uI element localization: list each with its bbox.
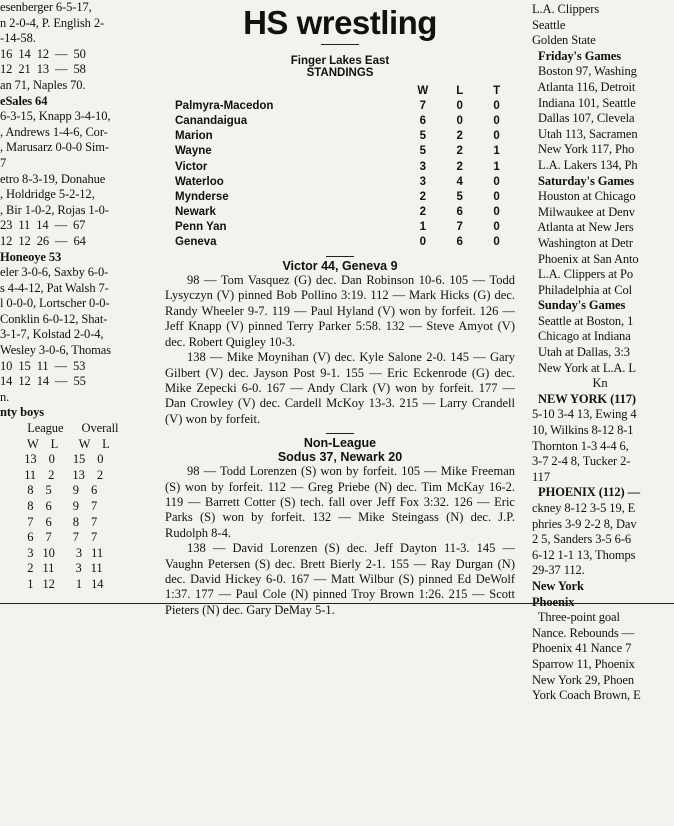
game2-category: Non-League [303, 436, 377, 451]
right-column-line: Phoenix [532, 594, 575, 609]
right-column-line: 117 [532, 469, 550, 484]
right-column-line: New York 117, Pho [532, 142, 635, 157]
stat-l: 7 [456, 221, 463, 234]
stat-w: 1 [419, 221, 426, 234]
left-column-line: , Bir 1-0-2, Rojas 1-0- [0, 202, 109, 217]
stat-w: 2 [419, 190, 426, 203]
col-header-w: W [417, 84, 429, 97]
left-column-line: 13 0 15 0 [0, 452, 104, 467]
left-column-line: Conklin 6-0-12, Shat- [0, 311, 108, 326]
right-column-line: Thornton 1-3 4-4 6, [532, 438, 629, 453]
stat-w: 7 [419, 99, 426, 112]
left-column-line: n. [0, 389, 10, 404]
left-column-line: W L W L [0, 436, 110, 451]
stat-w: 6 [419, 114, 426, 127]
team-name: Waterloo [175, 175, 224, 188]
right-column-line: New York at L.A. L [532, 360, 636, 375]
team-name: Marion [175, 130, 213, 143]
standings-heading: STANDINGS [306, 67, 374, 79]
right-column-line: 29-37 112. [532, 563, 585, 578]
right-column-line: L.A. Clippers at Po [532, 267, 634, 282]
stat-l: 5 [456, 190, 463, 203]
stat-l: 6 [456, 206, 463, 219]
left-column-line: Honeoye 53 [0, 249, 62, 264]
team-name: Mynderse [175, 190, 229, 203]
left-column-line: esenberger 6-5-17, [0, 0, 92, 14]
right-column-line: Kn [532, 376, 608, 391]
standings-row [175, 235, 515, 250]
stat-w: 3 [419, 175, 426, 188]
stat-l: 2 [456, 160, 463, 173]
left-column-line: 6-3-15, Knapp 3-4-10, [0, 109, 111, 124]
left-column-line: an 71, Naples 70. [0, 77, 86, 92]
stat-t: 0 [493, 206, 500, 219]
left-column-line: 12 12 26 — 64 [0, 233, 86, 248]
right-column-line: Phoenix at San Anto [532, 251, 639, 266]
game1-heading: Victor 44, Geneva 9 [282, 259, 398, 274]
right-column-line: L.A. Clippers [532, 2, 600, 16]
left-column-line: etro 8-3-19, Donahue [0, 171, 106, 186]
right-column-line: 2 5, Sanders 3-5 6-6 [532, 532, 632, 547]
right-column-line: 5-10 3-4 13, Ewing 4 [532, 407, 637, 422]
left-column-line: Wesley 3-0-6, Thomas [0, 343, 111, 358]
standings-heading-league: Finger Lakes East [290, 55, 390, 67]
right-column-line: Sunday's Games [532, 298, 626, 313]
stat-t: 0 [493, 190, 500, 203]
right-column-line: 3-7 2-4 8, Tucker 2- [532, 454, 631, 469]
left-column-line: n 2-0-4, P. English 2- [0, 15, 105, 30]
left-column-line: 16 14 12 — 50 [0, 46, 86, 61]
team-name: Victor [175, 160, 208, 173]
team-name: Palmyra-Macedon [175, 99, 274, 112]
standings-row [175, 144, 515, 159]
right-column-line: Washington at Detr [532, 235, 633, 250]
game1-paragraph-1: 98 — Tom Vasquez (G) dec. Dan Robinson 10-6. 105 — Todd Lysyczyn (V) pinned Bob Pollino 3:19. 112 — Mark Hicks (G) dec. Randy Wheeler 9-7. 119 — Paul Hyland (V) won by forfeit. 126 — Jeff Knapp (V) pinned Terry Parker 5:58. 132 — Steve Amyot (V) dec. Robert Quigley 10-3. [165, 273, 515, 349]
right-column-line: Seattle [532, 17, 566, 32]
standings-row [175, 174, 515, 189]
standings-row [175, 220, 515, 235]
stat-w: 3 [419, 160, 426, 173]
standings-row [175, 129, 515, 144]
stat-t: 0 [493, 130, 500, 143]
left-column-line: , Andrews 1-4-6, Cor- [0, 124, 108, 139]
right-column-line: Atlanta at New Jers [532, 220, 634, 235]
stat-l: 2 [456, 130, 463, 143]
stat-l: 0 [456, 99, 463, 112]
left-column-line: 2 11 3 11 [0, 561, 103, 576]
right-column-line: Indiana 101, Seattle [532, 95, 636, 110]
right-column-line: Utah 113, Sacramen [532, 126, 638, 141]
team-name: Canandaigua [175, 114, 248, 127]
right-column-line: 6-12 1-1 13, Thomps [532, 547, 636, 562]
left-column-line: League Overall [0, 421, 119, 436]
wrestling-column [165, 0, 515, 618]
standings-row [175, 159, 515, 174]
right-column-line: Milwaukee at Denv [532, 204, 635, 219]
right-column-line: phries 3-9 2-2 8, Dav [532, 516, 637, 531]
left-column-line: 12 21 13 — 58 [0, 62, 86, 77]
stat-t: 0 [493, 99, 500, 112]
standings-header-row [175, 83, 515, 98]
game1-paragraph-2: 138 — Mike Moynihan (V) dec. Kyle Salone 2-0. 145 — Gary Gilbert (V) dec. Jayson Post 9-1. 155 — Eric Eckenrode (G) dec. Mike Zepecki 6-0. 167 — Andy Clark (V) won by forfeit. 177 — Dan Crowley (V) dec. Cardell McKoy 13-3. 215 — Larry Crandell (V) won by forfeit. [165, 350, 515, 426]
stat-l: 0 [456, 114, 463, 127]
right-column-line: NEW YORK (117) [532, 391, 636, 406]
stat-t: 1 [493, 160, 500, 173]
game2-heading: Sodus 37, Newark 20 [277, 450, 403, 465]
left-column-line: nty boys [0, 405, 45, 420]
stat-t: 0 [493, 221, 500, 234]
right-column-line: Atlanta 116, Detroit [532, 79, 636, 94]
right-column-line: Chicago at Indiana [532, 329, 631, 344]
left-column-line: 3 10 3 11 [0, 545, 103, 560]
left-column-line: 8 6 9 7 [0, 499, 98, 513]
left-column-line: eSales 64 [0, 93, 48, 108]
stat-t: 0 [493, 175, 500, 188]
right-column-line: Philadelphia at Col [532, 282, 632, 297]
right-column-line: Houston at Chicago [532, 189, 636, 204]
left-column-line: 23 11 14 — 67 [0, 218, 86, 233]
section-title: HS wrestling [243, 4, 437, 41]
standings-row [175, 205, 515, 220]
stat-w: 5 [419, 130, 426, 143]
right-column-text [532, 0, 674, 704]
left-column-line: 7 6 8 7 [0, 514, 98, 529]
right-column-line: L.A. Lakers 134, Ph [532, 157, 638, 172]
right-column-line: Phoenix 41 Nance 7 [532, 641, 632, 656]
team-name: Penn Yan [175, 221, 227, 234]
team-name: Newark [175, 206, 216, 219]
left-column-line: , Holdridge 5-2-12, [0, 187, 95, 202]
left-column-line: l 0-0-0, Lortscher 0-0- [0, 296, 110, 311]
stat-l: 2 [456, 145, 463, 158]
left-column-line: , Marusarz 0-0-0 Sim- [0, 140, 109, 155]
game2-paragraph-1: 98 — Todd Lorenzen (S) won by forfeit. 105 — Mike Freeman (S) won by forfeit. 112 — Greg Priebe (N) dec. Tim McKay 16-2. 119 — Barrett Cotter (S) tech. fall over Jeff Fox 3:32. 126 — Eric Parks (S) won by forfeit. 132 — Mike Steingass (N) dec. J.P. Rudolph 8-4. [165, 464, 515, 540]
stat-t: 0 [493, 236, 500, 249]
left-column-line: 14 12 14 — 55 [0, 374, 86, 389]
right-column-line: PHOENIX (112) — [532, 485, 641, 500]
stat-w: 5 [419, 145, 426, 158]
stat-t: 1 [493, 145, 500, 158]
team-name: Wayne [175, 145, 212, 158]
right-column-line: 10, Wilkins 8-12 8-1 [532, 423, 634, 438]
left-column-line: eler 3-0-6, Saxby 6-0- [0, 265, 109, 280]
right-column-line: Three-point goal [532, 610, 620, 625]
right-column-line: Dallas 107, Clevela [532, 111, 635, 126]
left-column-line: 3-1-7, Kolstad 2-0-4, [0, 327, 104, 342]
game2-paragraph-2: 138 — David Lorenzen (S) dec. Jeff Dayton 11-3. 145 — Vaughn Petersen (S) dec. Brett Bierly 2-1. 155 — Ray Durgan (N) dec. David Hickey 6-0. 167 — Matt Wilbur (S) pinned Ed DeWolf 1:37. 177 — Paul Cole (N) pinned Troy Brown 1:26. 215 — Scott Pieters (N) dec. Gary DeMay 5-1. [165, 541, 515, 617]
left-column-line: 7 [0, 155, 7, 170]
left-column-line: s 4-4-12, Pat Walsh 7- [0, 280, 109, 295]
stat-l: 6 [456, 236, 463, 249]
col-header-t: T [493, 84, 501, 97]
right-column-line: New York 29, Phoen [532, 672, 635, 687]
standings-row [175, 98, 515, 113]
standings-row [175, 189, 515, 204]
stat-t: 0 [493, 114, 500, 127]
stat-w: 0 [419, 236, 426, 249]
right-column-line: Seattle at Boston, 1 [532, 313, 634, 328]
right-column [532, 0, 674, 704]
right-column-line: ckney 8-12 3-5 19, E [532, 501, 636, 515]
right-column-line: Nance. Rebounds — [532, 625, 635, 640]
right-column-line: Boston 97, Washing [532, 64, 637, 79]
right-column-line: Sparrow 11, Phoenix [532, 656, 635, 671]
standings-table [175, 83, 515, 250]
right-column-line: Saturday's Games [532, 173, 635, 188]
horizontal-rule [0, 603, 674, 604]
standings-row [175, 113, 515, 128]
left-column-line: -14-58. [0, 31, 36, 46]
team-name: Geneva [175, 236, 217, 249]
left-column-line: 6 7 7 7 [0, 530, 98, 545]
right-column-line: New York [532, 578, 584, 593]
left-column-line: 8 5 9 6 [0, 483, 98, 498]
left-column-line: 10 15 11 — 53 [0, 358, 86, 373]
right-column-line: Golden State [532, 33, 596, 48]
right-column-line: Utah at Dallas, 3:3 [532, 345, 630, 360]
left-column-line: 1 12 1 14 [0, 576, 104, 591]
stat-l: 4 [456, 175, 463, 188]
col-header-l: L [456, 84, 464, 97]
divider [326, 433, 354, 434]
right-column-line: Friday's Games [532, 48, 622, 63]
title-rule [321, 44, 359, 45]
left-column-line: 11 2 13 2 [0, 467, 103, 482]
divider [326, 256, 354, 257]
stat-w: 2 [419, 206, 426, 219]
right-column-line: York Coach Brown, E [532, 688, 641, 703]
